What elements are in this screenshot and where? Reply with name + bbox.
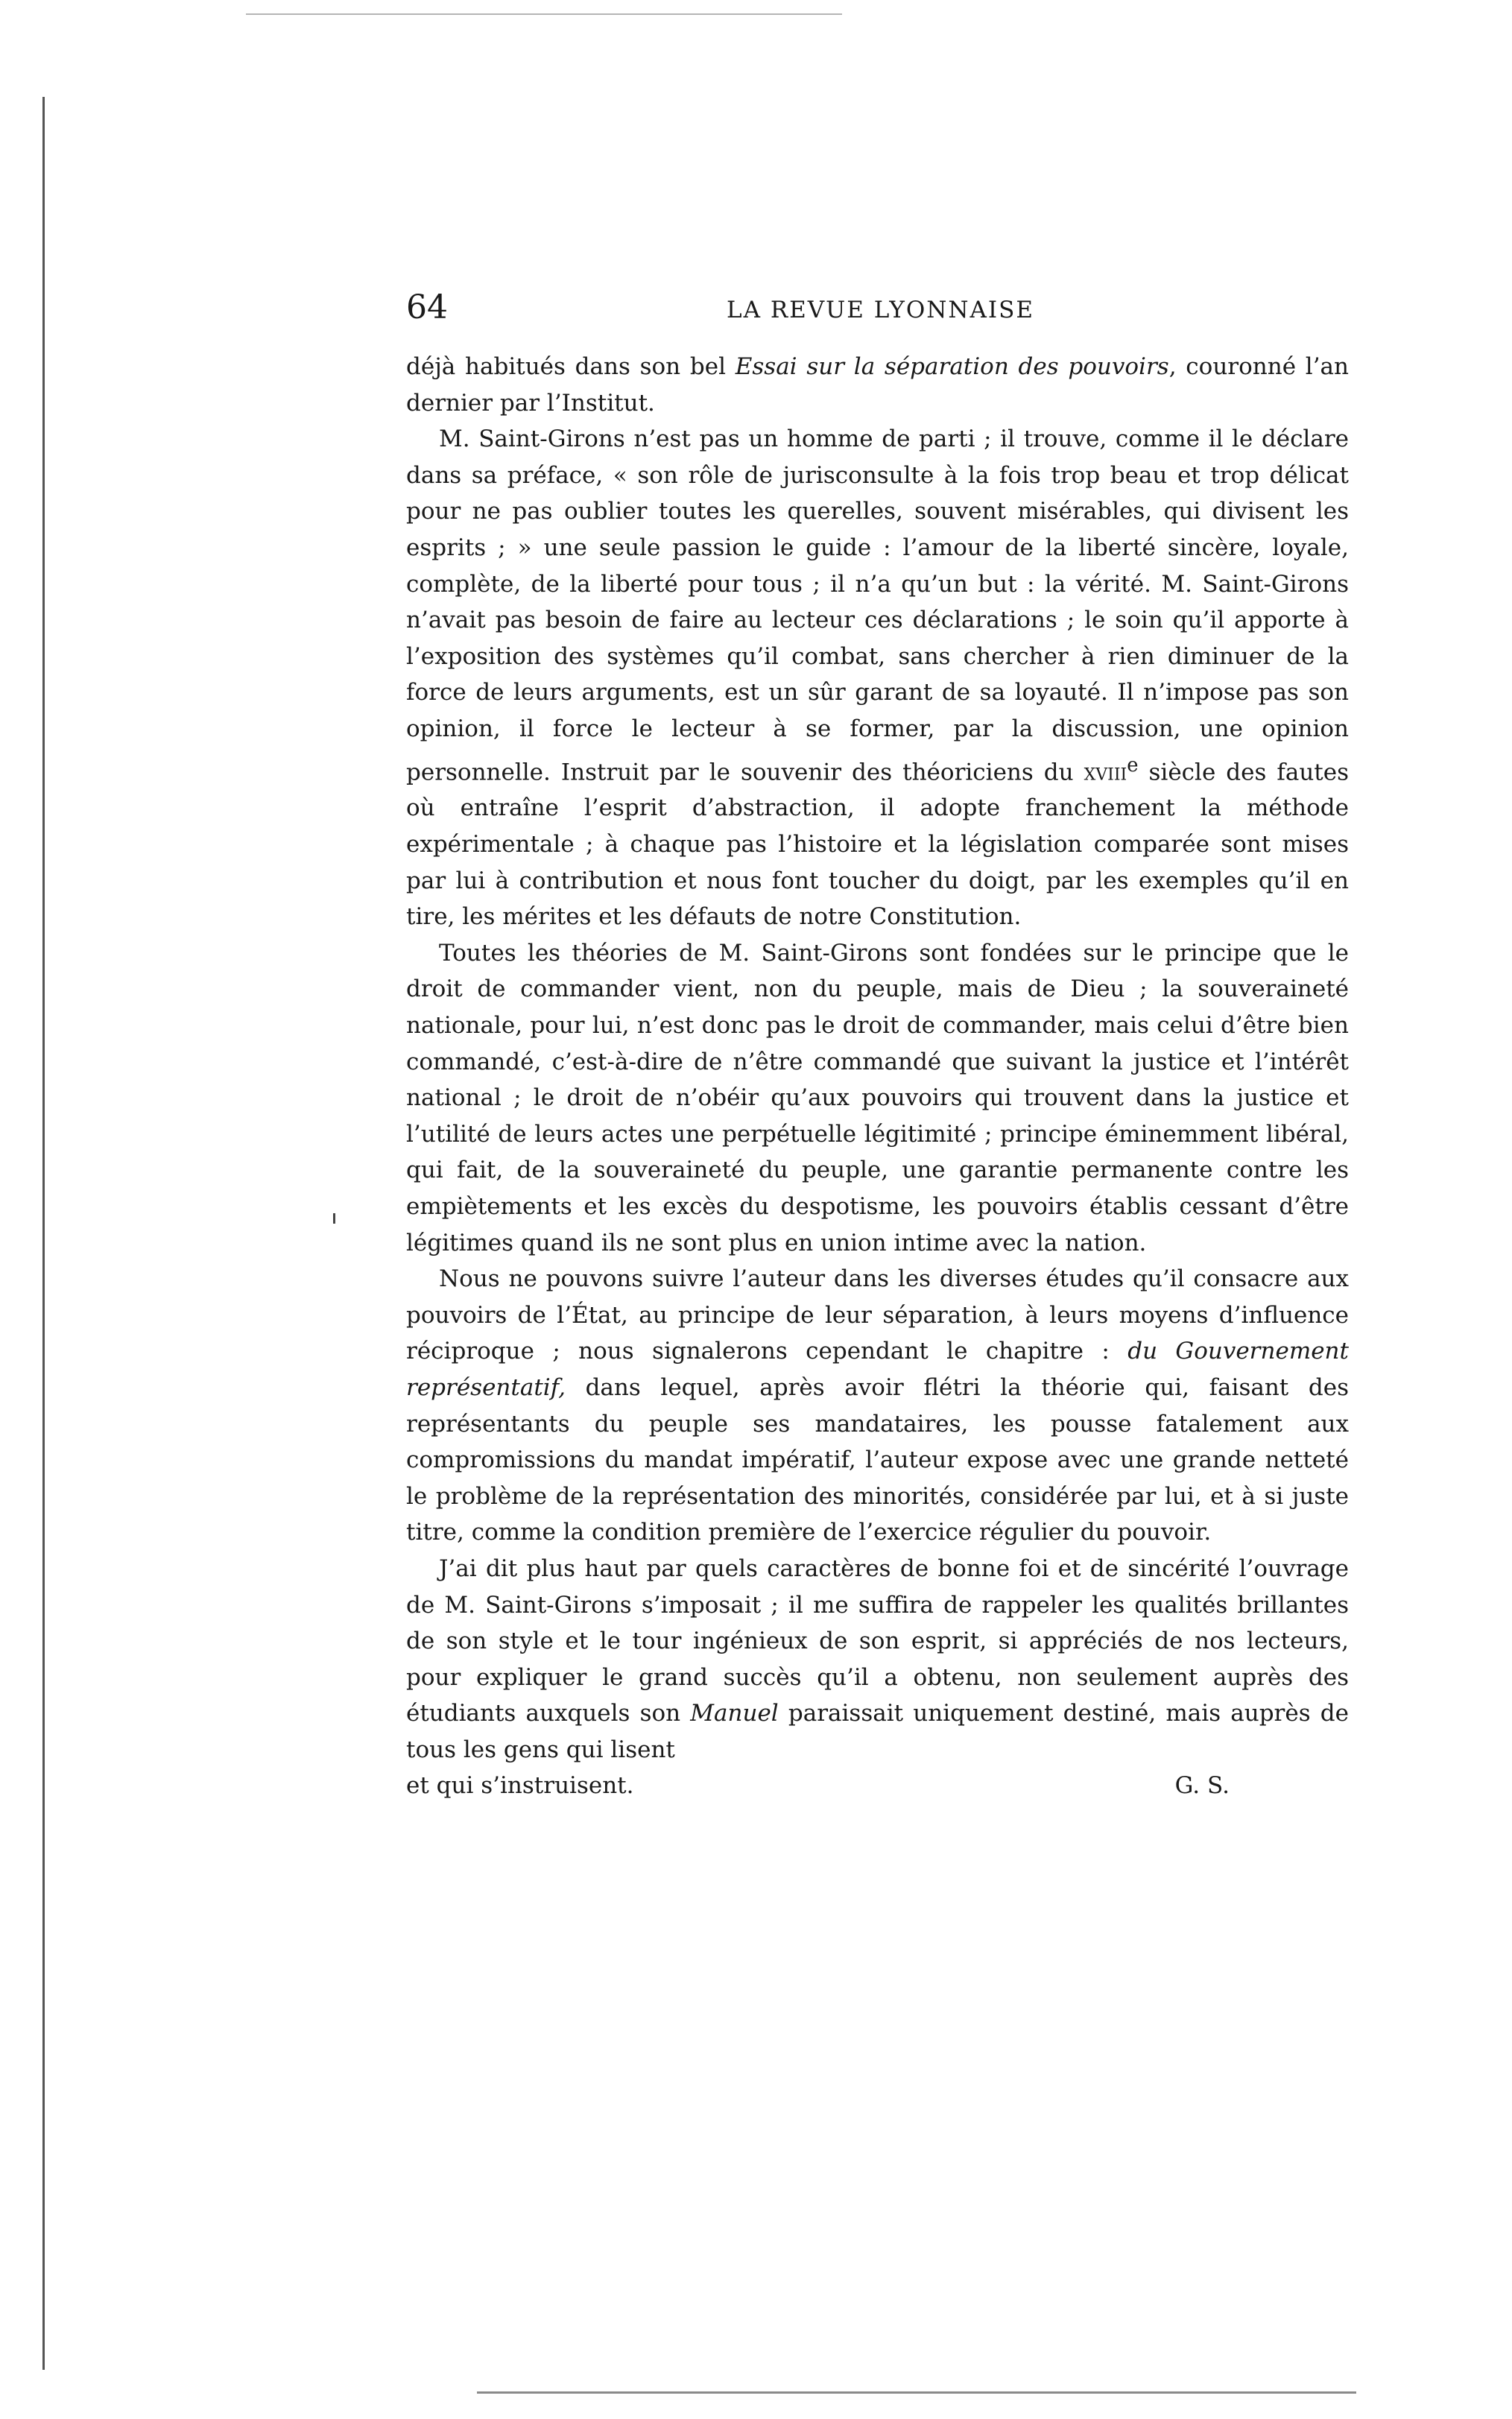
running-head <box>406 289 1349 334</box>
scan-edge-bottom <box>477 2391 1356 2394</box>
paragraph-1-text-a: déjà habitués dans son bel <box>406 353 736 380</box>
paragraph-5-text-a: J’ai dit plus haut par quels caractères de bonne foi et de sincérité l’ouvrage de M. Saint-Girons s’imposait ; il me suffira de rappeler les qualités brillantes de son style et le tour ingénieux de son esprit, si appréciés de nos lecteurs, pour expliquer le grand succès qu’il a obtenu, non seulement auprès des étudiants auxquels son <box>406 1555 1349 1727</box>
paragraph-2-century: xviii <box>1084 758 1127 785</box>
paragraph-3: Toutes les théories de M. Saint-Girons sont fondées sur le principe que le droit de commander vient, non du peuple, mais de Dieu ; la souveraineté nationale, pour lui, n’est donc pas le droit de commander, mais celui d’être bien commandé, c’est-à-dire de n’être commandé que suivant la justice et l’intérêt national ; le droit de n’obéir qu’aux pouvoirs qui trouvent dans la justice et l’utilité de leurs actes une perpétuelle légitimité ; principe éminemment libéral, qui fait, de la souveraineté du peuple, une garantie permanente contre les empiètements et les excès du despotisme, les pouvoirs établis cessant d’être légitimes quand ils ne sont plus en union intime avec la nation. <box>406 939 1349 1256</box>
author-signature: G. S. <box>1174 1772 1230 1800</box>
paragraph-2-text-b: siècle des fautes où entraîne l’esprit d’abstraction, il adopte franchement la méthode expérimentale ; à chaque pas l’histoire et la législation comparée sont mises par lui à contribution et nous font toucher du doigt, par les exemples qu’il en tire, les mérites et les défauts de notre Constitution. <box>406 758 1349 931</box>
stray-ink-mark <box>333 1213 335 1224</box>
paragraph-4 <box>406 1261 1349 1551</box>
paragraph-2-text-a: M. Saint-Girons n’est pas un homme de parti ; il trouve, comme il le déclare dans sa préface, « son rôle de jurisconsulte à la fois trop beau et trop délicat pour ne pas oublier toutes les querelles, souvent misérables, qui divisent les esprits ; » une seule passion le guide : l’amour de la liberté sincère, loyale, complète, de la liberté pour tous ; il n’a qu’un but : la vérité. M. Saint-Girons n’avait pas besoin de faire au lecteur ces déclarations ; le soin qu’il apporte à l’exposition des systèmes qu’il combat, sans chercher à rien diminuer de la force de leurs arguments, est un sûr garant de sa loyauté. Il n’impose pas son opinion, il force le lecteur à se former, par la discussion, une opinion personnelle. Instruit par le souvenir des théoriciens du <box>406 426 1349 785</box>
paragraph-4-text-b: dans lequel, après avoir flétri la théorie qui, faisant des représentants du peuple ses mandataires, les pousse fatalement aux compromissions du mandat impératif, l’auteur expose avec une grande netteté le problème de la représentation des minorités, considérée par lui, et à si juste titre, comme la condition première de l’exercice régulier du pouvoir. <box>406 1373 1349 1546</box>
paragraph-5-italic-manuel: Manuel <box>690 1700 779 1727</box>
journal-title: LA REVUE LYONNAISE <box>727 297 1035 323</box>
paragraph-4-text-a: Nous ne pouvons suivre l’auteur dans les diverses études qu’il consacre aux pouvoirs de l’État, au principe de leur séparation, à leurs moyens d’influence réciproque ; nous signalerons cependant le chapitre : <box>406 1265 1349 1365</box>
paragraph-5-last-line: et qui s’instruisent. <box>406 1772 634 1800</box>
article-body <box>406 349 1349 1804</box>
paragraph-5-text-b: paraissait uniquement destiné, mais auprès de tous les gens qui lisent <box>406 1700 1349 1763</box>
paragraph-1 <box>406 349 1349 421</box>
closing-line <box>406 1768 1349 1804</box>
paragraph-4-italic-chapter: du Gouvernement représentatif, <box>406 1338 1349 1401</box>
paragraph-1-text-b: , couronné l’an dernier par l’Institut. <box>406 353 1349 417</box>
scan-edge-top <box>246 13 842 15</box>
paragraph-1-italic-title: Essai sur la séparation des pouvoirs <box>735 353 1169 380</box>
scan-edge-left <box>42 97 45 2370</box>
paragraph-5 <box>406 1551 1349 1768</box>
paragraph-2-century-suffix: e <box>1127 753 1139 777</box>
page-number: 64 <box>406 288 448 326</box>
paragraph-2 <box>406 421 1349 935</box>
page <box>406 289 1349 1804</box>
